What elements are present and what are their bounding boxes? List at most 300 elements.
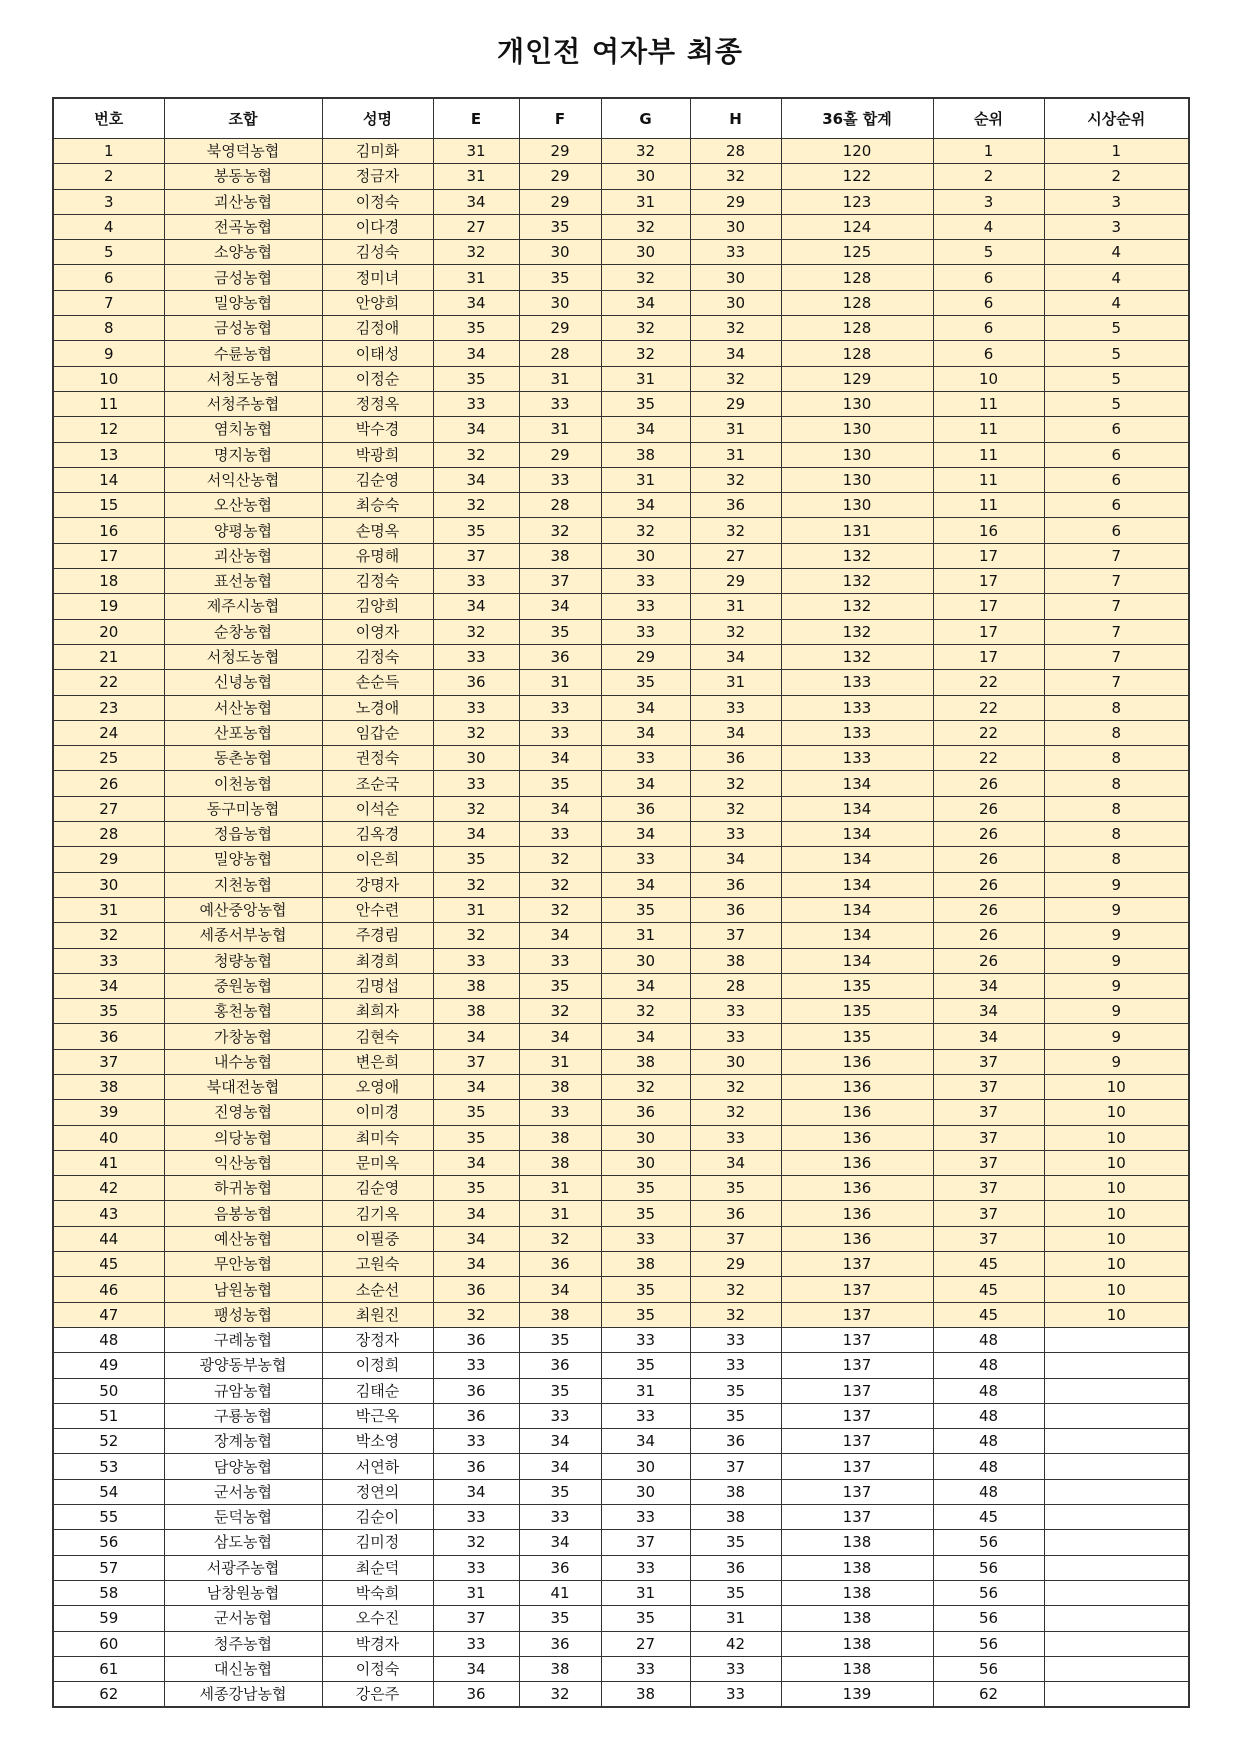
- cell-total: 137: [781, 1302, 933, 1327]
- cell-award-rank: [1044, 1631, 1189, 1656]
- cell-score-h: 31: [690, 670, 781, 695]
- cell-rank: 34: [933, 999, 1044, 1024]
- cell-club: 지천농협: [164, 872, 322, 897]
- cell-score-f: 38: [519, 1125, 601, 1150]
- cell-rank: 56: [933, 1606, 1044, 1631]
- cell-total: 137: [781, 1403, 933, 1428]
- cell-rank: 5: [933, 240, 1044, 265]
- cell-score-h: 33: [690, 240, 781, 265]
- cell-club: 정읍농협: [164, 822, 322, 847]
- table-row: [53, 1049, 1189, 1074]
- cell-score-f: 33: [519, 948, 601, 973]
- cell-total: 132: [781, 644, 933, 669]
- cell-rank: 48: [933, 1454, 1044, 1479]
- cell-award-rank: 4: [1044, 240, 1189, 265]
- cell-rank: 26: [933, 948, 1044, 973]
- cell-rank: 17: [933, 619, 1044, 644]
- cell-score-g: 35: [601, 1201, 690, 1226]
- cell-score-h: 42: [690, 1631, 781, 1656]
- cell-club: 명지농협: [164, 442, 322, 467]
- table-row: [53, 1201, 1189, 1226]
- cell-award-rank: 9: [1044, 923, 1189, 948]
- table-row: [53, 493, 1189, 518]
- cell-score-h: 36: [690, 1201, 781, 1226]
- cell-rank: 48: [933, 1479, 1044, 1504]
- cell-club: 규암농협: [164, 1378, 322, 1403]
- cell-total: 134: [781, 771, 933, 796]
- cell-rank: 45: [933, 1252, 1044, 1277]
- table-row: [53, 594, 1189, 619]
- cell-score-g: 33: [601, 847, 690, 872]
- table-row: [53, 872, 1189, 897]
- cell-name: 안수련: [322, 897, 433, 922]
- cell-number: 48: [53, 1327, 164, 1352]
- table-row: [53, 1074, 1189, 1099]
- cell-score-e: 32: [433, 619, 519, 644]
- cell-rank: 48: [933, 1429, 1044, 1454]
- cell-score-e: 34: [433, 594, 519, 619]
- cell-total: 134: [781, 897, 933, 922]
- cell-total: 137: [781, 1353, 933, 1378]
- table-row: [53, 442, 1189, 467]
- cell-score-f: 29: [519, 189, 601, 214]
- cell-rank: 6: [933, 265, 1044, 290]
- cell-club: 중원농협: [164, 973, 322, 998]
- cell-score-h: 33: [690, 1327, 781, 1352]
- cell-rank: 56: [933, 1631, 1044, 1656]
- cell-rank: 37: [933, 1100, 1044, 1125]
- cell-score-h: 33: [690, 1353, 781, 1378]
- cell-score-e: 31: [433, 1580, 519, 1605]
- cell-award-rank: 3: [1044, 214, 1189, 239]
- cell-rank: 4: [933, 214, 1044, 239]
- col-header-number: 번호: [53, 98, 164, 139]
- cell-score-e: 30: [433, 746, 519, 771]
- cell-number: 25: [53, 746, 164, 771]
- cell-name: 김정숙: [322, 569, 433, 594]
- cell-number: 3: [53, 189, 164, 214]
- cell-score-f: 32: [519, 1682, 601, 1708]
- cell-score-f: 34: [519, 796, 601, 821]
- cell-number: 9: [53, 341, 164, 366]
- cell-score-e: 35: [433, 1176, 519, 1201]
- cell-rank: 48: [933, 1378, 1044, 1403]
- cell-name: 박수경: [322, 417, 433, 442]
- cell-total: 133: [781, 695, 933, 720]
- cell-number: 29: [53, 847, 164, 872]
- cell-award-rank: 8: [1044, 847, 1189, 872]
- cell-score-h: 28: [690, 973, 781, 998]
- cell-club: 밀양농협: [164, 847, 322, 872]
- cell-score-h: 33: [690, 1024, 781, 1049]
- cell-number: 40: [53, 1125, 164, 1150]
- cell-score-e: 33: [433, 569, 519, 594]
- cell-total: 137: [781, 1327, 933, 1352]
- cell-award-rank: 6: [1044, 442, 1189, 467]
- cell-number: 51: [53, 1403, 164, 1428]
- cell-score-f: 36: [519, 1631, 601, 1656]
- cell-number: 22: [53, 670, 164, 695]
- table-row: [53, 847, 1189, 872]
- table-row: [53, 316, 1189, 341]
- cell-total: 122: [781, 164, 933, 189]
- cell-score-f: 28: [519, 341, 601, 366]
- cell-number: 56: [53, 1530, 164, 1555]
- cell-name: 최희자: [322, 999, 433, 1024]
- cell-score-e: 34: [433, 1074, 519, 1099]
- table-row: [53, 822, 1189, 847]
- cell-total: 130: [781, 391, 933, 416]
- cell-score-f: 30: [519, 290, 601, 315]
- cell-number: 35: [53, 999, 164, 1024]
- cell-total: 136: [781, 1074, 933, 1099]
- cell-award-rank: 7: [1044, 594, 1189, 619]
- cell-score-e: 36: [433, 1682, 519, 1708]
- cell-score-f: 35: [519, 1327, 601, 1352]
- cell-score-e: 36: [433, 1454, 519, 1479]
- cell-name: 김정애: [322, 316, 433, 341]
- cell-number: 21: [53, 644, 164, 669]
- cell-rank: 11: [933, 442, 1044, 467]
- cell-score-f: 35: [519, 1606, 601, 1631]
- cell-score-g: 34: [601, 1024, 690, 1049]
- cell-club: 제주시농협: [164, 594, 322, 619]
- cell-club: 금성농협: [164, 316, 322, 341]
- cell-score-h: 29: [690, 1252, 781, 1277]
- cell-award-rank: 10: [1044, 1176, 1189, 1201]
- cell-score-f: 28: [519, 493, 601, 518]
- cell-award-rank: [1044, 1555, 1189, 1580]
- cell-club: 남원농협: [164, 1277, 322, 1302]
- cell-score-e: 35: [433, 316, 519, 341]
- cell-rank: 26: [933, 771, 1044, 796]
- table-row: [53, 1479, 1189, 1504]
- cell-name: 이은희: [322, 847, 433, 872]
- cell-score-e: 32: [433, 872, 519, 897]
- cell-score-e: 36: [433, 1378, 519, 1403]
- cell-score-f: 35: [519, 973, 601, 998]
- table-row: [53, 366, 1189, 391]
- cell-number: 61: [53, 1656, 164, 1681]
- cell-score-h: 32: [690, 796, 781, 821]
- cell-name: 김순이: [322, 1505, 433, 1530]
- cell-award-rank: 9: [1044, 948, 1189, 973]
- cell-award-rank: 7: [1044, 619, 1189, 644]
- cell-rank: 17: [933, 644, 1044, 669]
- cell-score-e: 32: [433, 796, 519, 821]
- cell-score-g: 35: [601, 1606, 690, 1631]
- cell-score-f: 33: [519, 695, 601, 720]
- cell-score-g: 32: [601, 518, 690, 543]
- cell-number: 50: [53, 1378, 164, 1403]
- cell-club: 진영농협: [164, 1100, 322, 1125]
- cell-club: 홍천농협: [164, 999, 322, 1024]
- cell-score-g: 34: [601, 822, 690, 847]
- cell-number: 55: [53, 1505, 164, 1530]
- cell-total: 134: [781, 948, 933, 973]
- table-row: [53, 1226, 1189, 1251]
- cell-score-e: 33: [433, 771, 519, 796]
- cell-award-rank: 6: [1044, 493, 1189, 518]
- cell-award-rank: 8: [1044, 771, 1189, 796]
- table-row: [53, 341, 1189, 366]
- cell-score-g: 31: [601, 189, 690, 214]
- cell-score-h: 32: [690, 467, 781, 492]
- cell-score-e: 34: [433, 1226, 519, 1251]
- cell-score-h: 34: [690, 720, 781, 745]
- cell-score-h: 30: [690, 214, 781, 239]
- cell-club: 순창농협: [164, 619, 322, 644]
- cell-score-e: 33: [433, 1555, 519, 1580]
- cell-total: 137: [781, 1454, 933, 1479]
- cell-number: 8: [53, 316, 164, 341]
- cell-total: 136: [781, 1125, 933, 1150]
- table-row: [53, 1176, 1189, 1201]
- cell-score-g: 34: [601, 695, 690, 720]
- cell-score-g: 35: [601, 1302, 690, 1327]
- cell-total: 137: [781, 1429, 933, 1454]
- table-row: [53, 619, 1189, 644]
- cell-score-g: 33: [601, 1656, 690, 1681]
- cell-score-f: 29: [519, 442, 601, 467]
- cell-club: 전곡농협: [164, 214, 322, 239]
- cell-score-e: 31: [433, 265, 519, 290]
- cell-rank: 11: [933, 391, 1044, 416]
- cell-club: 청주농협: [164, 1631, 322, 1656]
- cell-club: 서청주농협: [164, 391, 322, 416]
- cell-number: 42: [53, 1176, 164, 1201]
- cell-number: 5: [53, 240, 164, 265]
- table-row: [53, 746, 1189, 771]
- cell-score-h: 33: [690, 1682, 781, 1708]
- table-row: [53, 214, 1189, 239]
- cell-name: 김순영: [322, 1176, 433, 1201]
- cell-score-h: 32: [690, 164, 781, 189]
- cell-score-e: 33: [433, 1505, 519, 1530]
- table-row: [53, 1682, 1189, 1708]
- cell-score-f: 30: [519, 240, 601, 265]
- cell-club: 북대전농협: [164, 1074, 322, 1099]
- cell-name: 최승숙: [322, 493, 433, 518]
- cell-rank: 6: [933, 290, 1044, 315]
- cell-name: 강은주: [322, 1682, 433, 1708]
- cell-score-h: 36: [690, 897, 781, 922]
- cell-name: 김정숙: [322, 644, 433, 669]
- cell-name: 조순국: [322, 771, 433, 796]
- cell-rank: 3: [933, 189, 1044, 214]
- cell-score-e: 37: [433, 1049, 519, 1074]
- cell-total: 137: [781, 1505, 933, 1530]
- cell-score-f: 34: [519, 1277, 601, 1302]
- table-row: [53, 644, 1189, 669]
- cell-score-e: 35: [433, 518, 519, 543]
- cell-name: 강명자: [322, 872, 433, 897]
- cell-score-h: 35: [690, 1580, 781, 1605]
- cell-name: 정미녀: [322, 265, 433, 290]
- cell-score-g: 30: [601, 1454, 690, 1479]
- cell-score-e: 34: [433, 1656, 519, 1681]
- cell-score-e: 36: [433, 1277, 519, 1302]
- cell-total: 137: [781, 1479, 933, 1504]
- cell-score-g: 38: [601, 1252, 690, 1277]
- cell-club: 서광주농협: [164, 1555, 322, 1580]
- cell-number: 2: [53, 164, 164, 189]
- cell-rank: 26: [933, 872, 1044, 897]
- cell-number: 44: [53, 1226, 164, 1251]
- table-row: [53, 897, 1189, 922]
- cell-name: 김양희: [322, 594, 433, 619]
- cell-score-f: 29: [519, 316, 601, 341]
- table-row: [53, 1100, 1189, 1125]
- cell-score-h: 29: [690, 189, 781, 214]
- cell-award-rank: 8: [1044, 720, 1189, 745]
- cell-score-h: 32: [690, 1302, 781, 1327]
- cell-total: 132: [781, 543, 933, 568]
- cell-score-f: 35: [519, 619, 601, 644]
- cell-score-e: 33: [433, 391, 519, 416]
- cell-score-h: 38: [690, 1479, 781, 1504]
- cell-total: 134: [781, 822, 933, 847]
- cell-club: 청량농협: [164, 948, 322, 973]
- cell-score-f: 34: [519, 594, 601, 619]
- cell-score-f: 31: [519, 366, 601, 391]
- cell-score-e: 35: [433, 1100, 519, 1125]
- cell-score-h: 36: [690, 872, 781, 897]
- cell-score-e: 34: [433, 189, 519, 214]
- cell-name: 이정희: [322, 1353, 433, 1378]
- cell-total: 138: [781, 1555, 933, 1580]
- cell-score-g: 34: [601, 1429, 690, 1454]
- cell-score-g: 32: [601, 1074, 690, 1099]
- cell-score-g: 34: [601, 872, 690, 897]
- cell-club: 서익산농협: [164, 467, 322, 492]
- cell-score-g: 32: [601, 341, 690, 366]
- cell-score-g: 31: [601, 366, 690, 391]
- cell-club: 세종서부농협: [164, 923, 322, 948]
- table-row: [53, 720, 1189, 745]
- cell-number: 16: [53, 518, 164, 543]
- cell-score-h: 29: [690, 569, 781, 594]
- cell-total: 130: [781, 467, 933, 492]
- cell-number: 10: [53, 366, 164, 391]
- cell-score-e: 36: [433, 1327, 519, 1352]
- cell-number: 52: [53, 1429, 164, 1454]
- cell-rank: 45: [933, 1302, 1044, 1327]
- table-row: [53, 189, 1189, 214]
- cell-score-e: 38: [433, 999, 519, 1024]
- cell-award-rank: 7: [1044, 543, 1189, 568]
- table-row: [53, 1024, 1189, 1049]
- cell-club: 대신농협: [164, 1656, 322, 1681]
- cell-rank: 6: [933, 341, 1044, 366]
- cell-score-g: 36: [601, 1100, 690, 1125]
- cell-name: 최원진: [322, 1302, 433, 1327]
- cell-score-g: 33: [601, 746, 690, 771]
- cell-score-f: 31: [519, 417, 601, 442]
- cell-rank: 62: [933, 1682, 1044, 1708]
- cell-club: 동구미농협: [164, 796, 322, 821]
- cell-award-rank: [1044, 1378, 1189, 1403]
- cell-score-h: 32: [690, 1074, 781, 1099]
- cell-number: 6: [53, 265, 164, 290]
- header-row: [53, 98, 1189, 139]
- table-row: [53, 467, 1189, 492]
- cell-award-rank: 10: [1044, 1074, 1189, 1099]
- cell-number: 12: [53, 417, 164, 442]
- cell-score-g: 34: [601, 493, 690, 518]
- cell-score-g: 34: [601, 771, 690, 796]
- cell-score-g: 35: [601, 1353, 690, 1378]
- cell-score-g: 31: [601, 923, 690, 948]
- cell-total: 134: [781, 872, 933, 897]
- cell-club: 광양동부농협: [164, 1353, 322, 1378]
- cell-total: 138: [781, 1530, 933, 1555]
- cell-rank: 16: [933, 518, 1044, 543]
- cell-total: 138: [781, 1580, 933, 1605]
- cell-total: 138: [781, 1656, 933, 1681]
- cell-club: 의당농협: [164, 1125, 322, 1150]
- cell-rank: 56: [933, 1530, 1044, 1555]
- cell-name: 주경림: [322, 923, 433, 948]
- table-row: [53, 1125, 1189, 1150]
- cell-score-f: 32: [519, 847, 601, 872]
- cell-total: 136: [781, 1226, 933, 1251]
- cell-award-rank: 4: [1044, 265, 1189, 290]
- table-row: [53, 240, 1189, 265]
- cell-rank: 37: [933, 1150, 1044, 1175]
- cell-club: 삼도농협: [164, 1530, 322, 1555]
- cell-score-g: 35: [601, 391, 690, 416]
- cell-score-f: 34: [519, 746, 601, 771]
- table-row: [53, 391, 1189, 416]
- cell-number: 14: [53, 467, 164, 492]
- cell-award-rank: 6: [1044, 518, 1189, 543]
- cell-total: 134: [781, 796, 933, 821]
- cell-total: 137: [781, 1378, 933, 1403]
- table-row: [53, 1150, 1189, 1175]
- cell-score-e: 34: [433, 341, 519, 366]
- cell-name: 김미화: [322, 139, 433, 164]
- cell-score-g: 30: [601, 1479, 690, 1504]
- page-title: 개인전 여자부 최종: [497, 35, 743, 68]
- cell-name: 고원숙: [322, 1252, 433, 1277]
- cell-score-g: 32: [601, 316, 690, 341]
- col-header-club: 조합: [164, 98, 322, 139]
- cell-score-e: 32: [433, 493, 519, 518]
- cell-score-f: 34: [519, 1429, 601, 1454]
- cell-name: 이필중: [322, 1226, 433, 1251]
- cell-score-h: 36: [690, 1555, 781, 1580]
- cell-award-rank: 8: [1044, 796, 1189, 821]
- cell-score-f: 38: [519, 1150, 601, 1175]
- cell-total: 137: [781, 1252, 933, 1277]
- cell-score-f: 33: [519, 1505, 601, 1530]
- cell-number: 62: [53, 1682, 164, 1708]
- cell-name: 김성숙: [322, 240, 433, 265]
- cell-name: 이다경: [322, 214, 433, 239]
- table-row: [53, 999, 1189, 1024]
- cell-score-h: 32: [690, 518, 781, 543]
- cell-score-e: 35: [433, 1125, 519, 1150]
- cell-score-h: 36: [690, 493, 781, 518]
- cell-rank: 48: [933, 1403, 1044, 1428]
- cell-score-e: 34: [433, 1150, 519, 1175]
- cell-score-g: 32: [601, 999, 690, 1024]
- cell-club: 금성농협: [164, 265, 322, 290]
- cell-name: 박광희: [322, 442, 433, 467]
- cell-name: 서연하: [322, 1454, 433, 1479]
- cell-award-rank: [1044, 1530, 1189, 1555]
